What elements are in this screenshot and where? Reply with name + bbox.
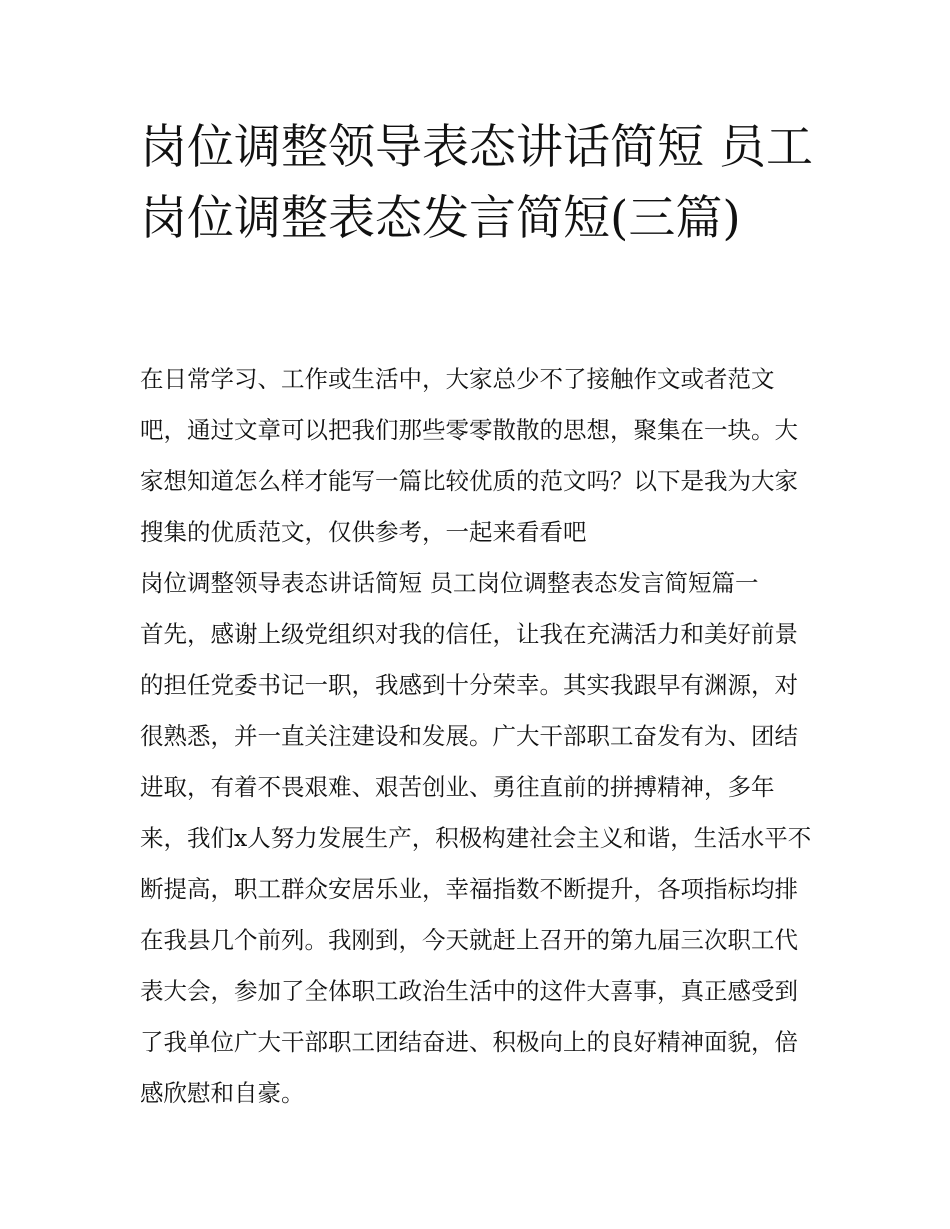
intro-paragraph: 在日常学习、工作或生活中，大家总少不了接触作文或者范文吧，通过文章可以把我们那些零零散散的思想，聚集在一块。大家想知道怎么样才能写一篇比较优质的范文吗？以下是我为大家搜集的优质范文，仅供参考，一起来看看吧 bbox=[140, 365, 798, 546]
body-paragraph: 首先，感谢上级党组织对我的信任，让我在充满活力和美好前景的担任党委书记一职，我感到十分荣幸。其实我跟早有渊源，对很熟悉，并一直关注建设和发展。广大干部职工奋发有为、团结进取，有着不畏艰难、艰苦创业、勇往直前的拼搏精神，多年来，我们x人努力发展生产，积极构建社会主义和谐，生活水平不断提高，职工群众安居乐业，幸福指数不断提升，各项指标均排在我县几个前列。我刚到，今天就赶上召开的第九届三次职工代表大会，参加了全体职工政治生活中的这件大喜事，真正感受到了我单位广大干部职工团结奋进、积极向上的良好精神面貌，倍感欣慰和自豪。 bbox=[140, 620, 812, 1107]
document-title: 岗位调整领导表态讲话简短 员工岗位调整表态发言简短(三篇) bbox=[140, 120, 813, 246]
document-body bbox=[140, 354, 820, 1119]
section-heading: 岗位调整领导表态讲话简短 员工岗位调整表态发言简短篇一 bbox=[140, 569, 759, 597]
